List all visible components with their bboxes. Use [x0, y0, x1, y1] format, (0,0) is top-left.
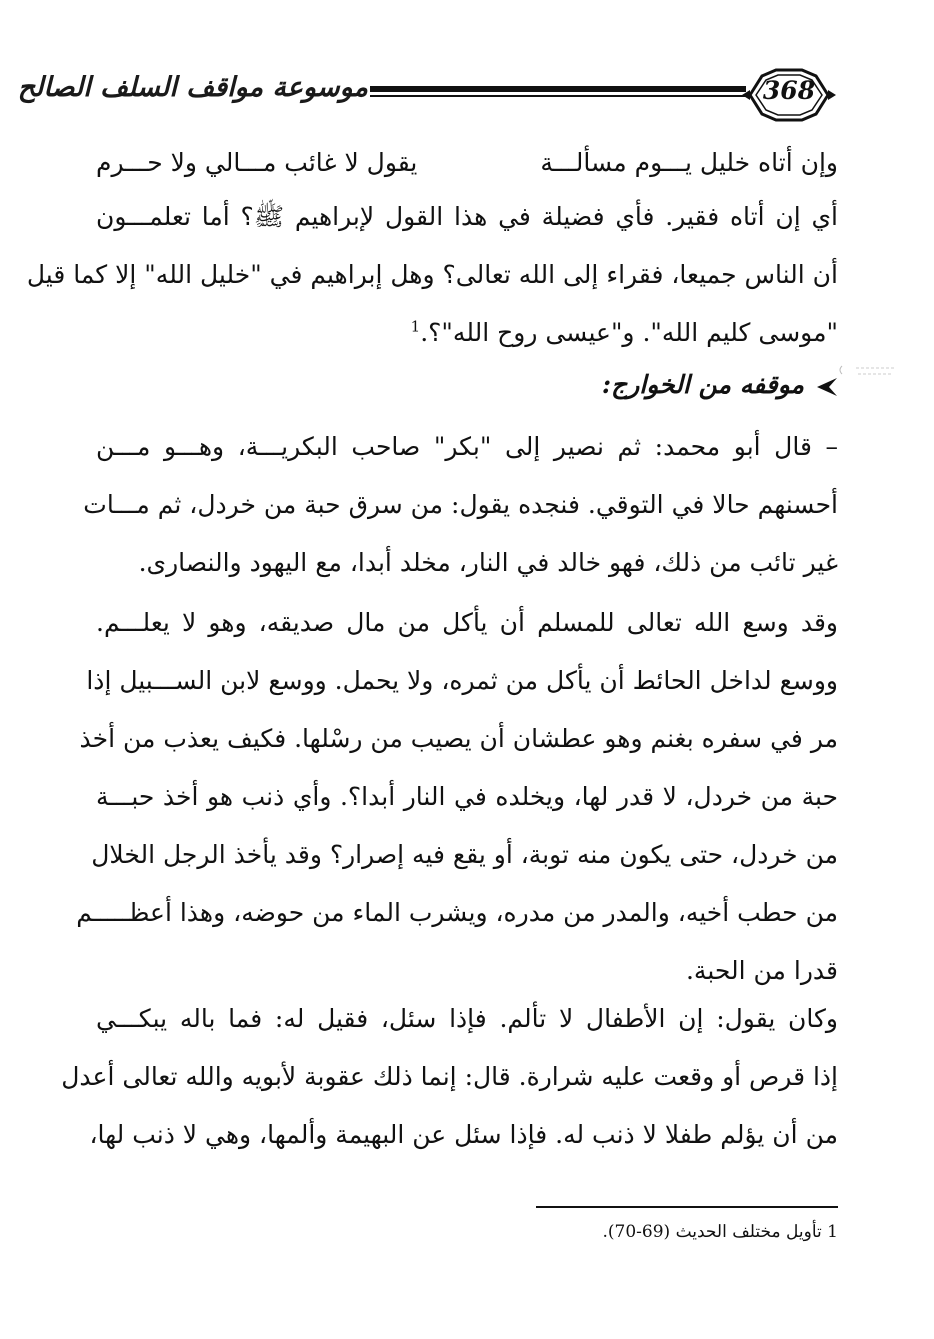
text-line: من أن يؤلم طفلا لا ذنب له. فإذا سئل عن البهيمة وألمها، وهي لا ذنب لها، — [89, 1120, 838, 1149]
text-line: وكان يقول: إن الأطفال لا تألم. فإذا سئل، فقيل له: فما باله يبكـــي — [96, 1004, 838, 1033]
text-line: وقد وسع الله تعالى للمسلم أن يأكل من مال صديقه، وهو لا يعلـــم. — [96, 608, 838, 637]
paragraph-4 — [61, 990, 838, 1164]
paragraph-2 — [83, 418, 838, 592]
text-line: إذا قرص أو وقعت عليه شرارة. قال: إنما ذلك عقوبة لأبويه والله تعالى أعدل — [61, 1062, 838, 1091]
footnote-text: تأويل مختلف الحديث (69-70). — [602, 1222, 822, 1242]
text-line: ووسع لداخل الحائط أن يأكل من ثمره، ولا يحمل. ووسع لابن الســـبيل إذا — [86, 666, 838, 695]
text-line: قدرا من الحبة. — [685, 956, 838, 985]
poem-left-hemistich: يقول لا غائب مـــالي ولا حـــرم — [96, 148, 418, 177]
text-line: من خردل، حتى يكون منه توبة، أو يقع فيه إصرار؟ وقد يأخذ الرجل الخلال — [91, 840, 838, 869]
poem-verse — [96, 138, 838, 188]
header-rule-thin — [370, 95, 746, 97]
text-line: "موسى كليم الله". و"عيسى روح الله"؟. — [420, 318, 838, 347]
paragraph-3 — [76, 594, 838, 1000]
footnote — [96, 1218, 838, 1246]
text-line: غير تائب من ذلك، فهو خالد في النار، مخلد أبدا، مع اليهود والنصارى. — [138, 548, 838, 577]
text-line: أحسنهم حالا في التوقي. فنجده يقول: من سرق حبة من خردل، ثم مـــات — [83, 490, 838, 519]
text-line: حبة من خردل، لا قدر لها، ويخلده في النار أبدا؟. وأي ذنب هو أخذ حبـــة — [96, 782, 838, 811]
section-heading-text: موقفه من الخوارج: — [601, 370, 804, 399]
text-line: أي إن أتاه فقير. فأي فضيلة في هذا القول لإبراهيم ﷺ؟ أما تعلمـــون — [96, 202, 838, 231]
page-number: 368 — [762, 76, 816, 105]
poem-right-hemistich: وإن أتاه خليل يـــوم مسألـــة — [540, 148, 838, 177]
arrowhead-bullet-icon — [816, 376, 838, 398]
text-line: من حطب أخيه، والمدر من مدره، ويشرب الماء من حوضه، وهذا أعظـــــم — [76, 898, 838, 927]
text-line-with-footnote — [96, 304, 838, 362]
paragraph-1 — [26, 188, 838, 362]
footnote-reference[interactable]: 1 — [410, 317, 421, 336]
header-rule — [370, 86, 746, 100]
book-title: موسوعة مواقف السلف الصالح — [17, 72, 368, 103]
text-line: مر في سفره بغنم وهو عطشان أن يصيب من رسْلها. فكيف يعذب من أخذ — [79, 724, 838, 753]
section-heading — [96, 360, 838, 410]
footnote-number: 1 — [827, 1222, 838, 1242]
text-line: أن الناس جميعا، فقراء إلى الله تعالى؟ وهل إبراهيم في "خليل الله" إلا كما قيل — [26, 260, 838, 289]
footnote-separator — [536, 1206, 838, 1208]
page-number-badge — [740, 62, 838, 128]
header-rule-thick — [370, 86, 746, 92]
page-header — [17, 62, 838, 134]
margin-pencil-mark — [836, 362, 900, 382]
text-line: – قال أبو محمد: ثم نصير إلى "بكر" صاحب البكريـــة، وهـــو مـــن — [96, 432, 838, 461]
